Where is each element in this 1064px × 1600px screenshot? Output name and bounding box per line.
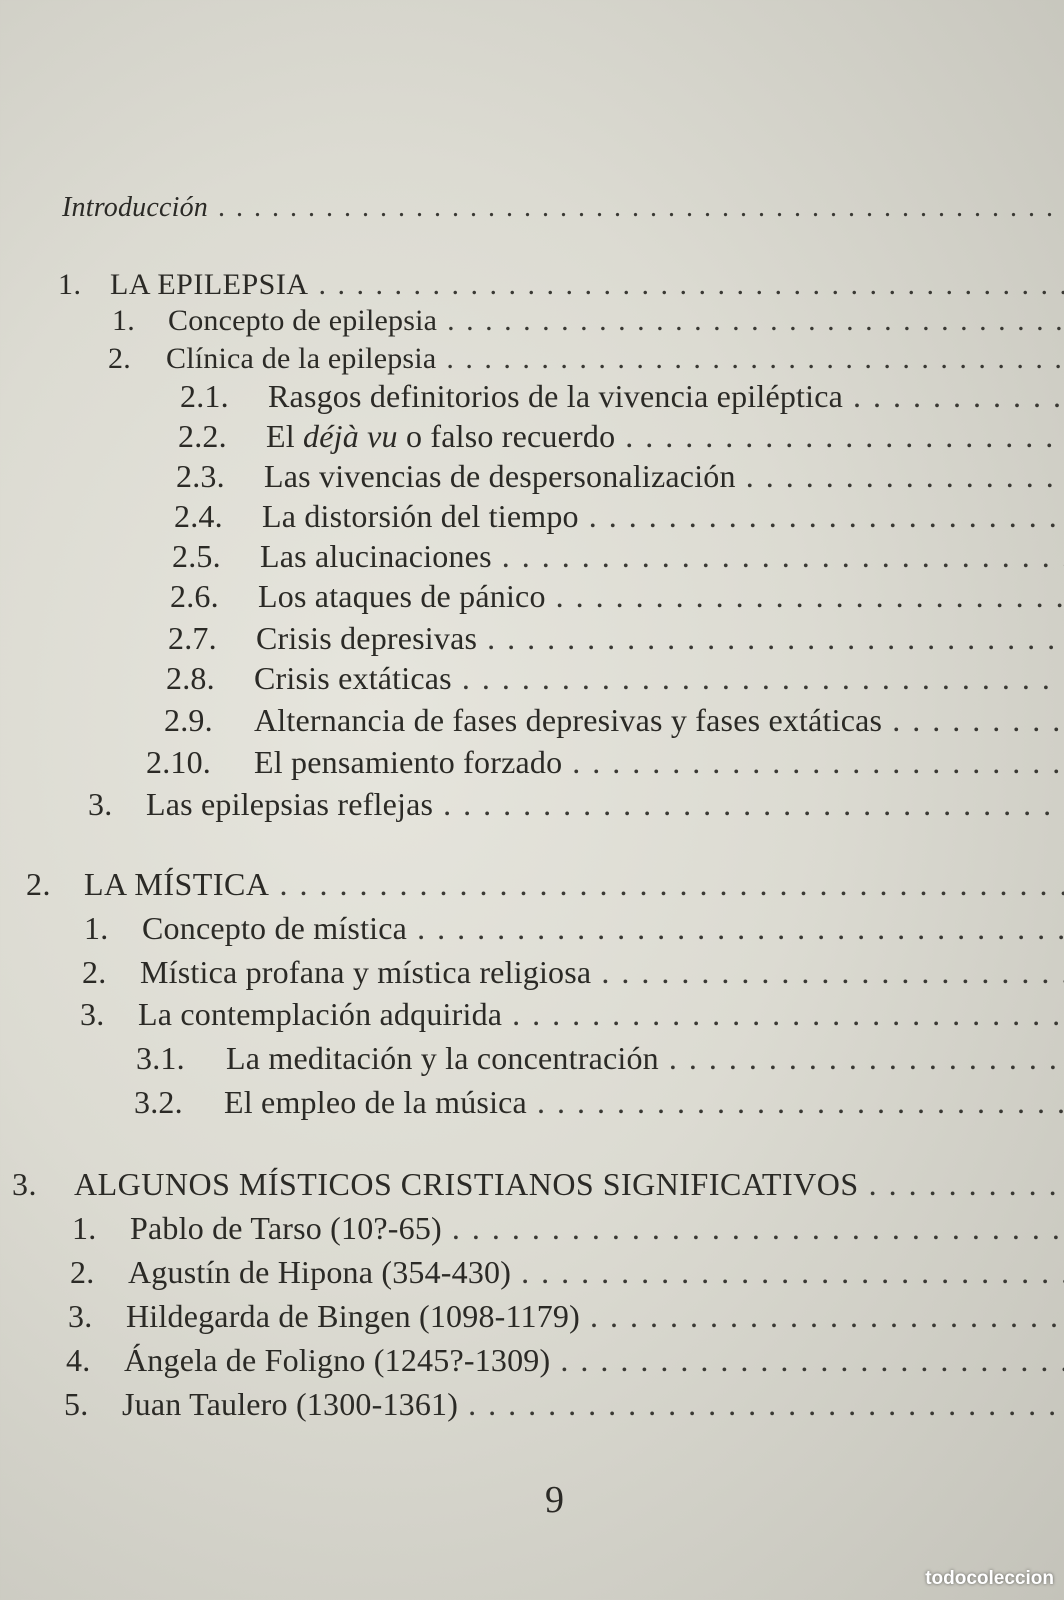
leader-dots bbox=[443, 786, 1064, 823]
section-title: Pablo de Tarso (10?-65) bbox=[130, 1210, 442, 1246]
toc-subsection bbox=[176, 458, 1064, 498]
chapter-number: 1. bbox=[58, 268, 82, 301]
section-number: 1. bbox=[72, 1210, 97, 1246]
toc-section bbox=[64, 1386, 1064, 1426]
toc-section bbox=[108, 342, 1064, 382]
section-number: 2.9. bbox=[164, 702, 213, 738]
section-title: Las epilepsias reflejas bbox=[146, 786, 434, 822]
section-title: Agustín de Hipona (354-430) bbox=[128, 1254, 512, 1290]
leader-dots bbox=[669, 1040, 1064, 1077]
toc-intro bbox=[62, 192, 1064, 232]
toc-section bbox=[80, 996, 1064, 1036]
toc-subsection bbox=[134, 1084, 1064, 1124]
section-number: 3.1. bbox=[136, 1040, 185, 1076]
leader-dots bbox=[502, 538, 1064, 575]
toc-subsection bbox=[146, 744, 1064, 784]
toc-section bbox=[84, 910, 1064, 950]
chapter-number: 2. bbox=[26, 866, 51, 902]
section-title: El pensamiento forzado bbox=[254, 744, 563, 780]
section-number: 2.1. bbox=[180, 378, 229, 414]
toc-subsection bbox=[180, 378, 1064, 418]
page-number: 9 bbox=[545, 1479, 564, 1521]
section-number: 2.7. bbox=[168, 620, 217, 656]
leader-dots bbox=[319, 268, 1064, 302]
leader-dots bbox=[446, 342, 1064, 376]
toc-subsection bbox=[178, 418, 1064, 458]
section-number: 2.2. bbox=[178, 418, 227, 454]
leader-dots bbox=[892, 702, 1064, 739]
toc-subsection bbox=[166, 660, 1064, 700]
leader-dots bbox=[556, 578, 1064, 615]
section-title bbox=[266, 418, 615, 455]
chapter-title: ALGUNOS MÍSTICOS CRISTIANOS SIGNIFICATIVOS bbox=[74, 1166, 859, 1202]
section-number: 2. bbox=[108, 342, 131, 375]
toc-intro-title: Introducción bbox=[62, 192, 208, 223]
leader-dots bbox=[512, 996, 1064, 1033]
section-title: Las alucinaciones bbox=[260, 538, 492, 574]
leader-dots bbox=[746, 458, 1064, 495]
toc-subsection bbox=[170, 578, 1064, 618]
leader-dots bbox=[462, 660, 1064, 697]
section-number: 2.3. bbox=[176, 458, 225, 494]
leader-dots bbox=[279, 866, 1064, 903]
title-text: El bbox=[266, 418, 304, 454]
section-number: 3. bbox=[68, 1298, 93, 1334]
toc-section bbox=[68, 1298, 1064, 1338]
chapter-title: LA EPILEPSIA bbox=[110, 268, 309, 301]
toc-chapter bbox=[58, 268, 1064, 308]
chapter-title: LA MÍSTICA bbox=[84, 866, 270, 902]
section-title: Rasgos definitorios de la vivencia epiléptica bbox=[268, 378, 844, 414]
section-number: 2. bbox=[70, 1254, 95, 1290]
section-title: Clínica de la epilepsia bbox=[166, 342, 437, 375]
leader-dots bbox=[521, 1254, 1064, 1291]
section-number: 2.8. bbox=[166, 660, 215, 696]
leader-dots bbox=[487, 620, 1064, 657]
leader-dots bbox=[218, 192, 1064, 224]
section-title: Las vivencias de despersonalización bbox=[264, 458, 736, 494]
section-number: 2. bbox=[82, 954, 107, 990]
toc-section bbox=[70, 1254, 1064, 1294]
section-title: El empleo de la música bbox=[224, 1084, 527, 1120]
leader-dots bbox=[452, 1210, 1064, 1247]
section-title: Juan Taulero (1300-1361) bbox=[122, 1386, 459, 1422]
leader-dots bbox=[625, 418, 1064, 455]
title-text: o falso recuerdo bbox=[397, 418, 616, 454]
toc-section bbox=[112, 304, 1064, 344]
leader-dots bbox=[447, 304, 1064, 338]
section-title: Mística profana y mística religiosa bbox=[140, 954, 592, 990]
toc-section bbox=[72, 1210, 1064, 1250]
toc-subsection bbox=[168, 620, 1064, 660]
section-number: 2.4. bbox=[174, 498, 223, 534]
section-number: 3.2. bbox=[134, 1084, 183, 1120]
section-title: Concepto de epilepsia bbox=[168, 304, 438, 337]
section-title: Los ataques de pánico bbox=[258, 578, 546, 614]
toc-chapter bbox=[12, 1166, 1064, 1206]
section-number: 1. bbox=[112, 304, 135, 337]
leader-dots bbox=[853, 378, 1064, 415]
toc-section bbox=[88, 786, 1064, 826]
toc-subsection bbox=[136, 1040, 1064, 1080]
section-number: 1. bbox=[84, 910, 109, 946]
section-title: La distorsión del tiempo bbox=[262, 498, 579, 534]
section-number: 5. bbox=[64, 1386, 89, 1422]
section-number: 2.6. bbox=[170, 578, 219, 614]
section-number: 2.5. bbox=[172, 538, 221, 574]
leader-dots bbox=[589, 498, 1064, 535]
leader-dots bbox=[468, 1386, 1064, 1423]
section-title: La meditación y la concentración bbox=[226, 1040, 659, 1076]
section-title: Crisis extáticas bbox=[254, 660, 452, 696]
leader-dots bbox=[560, 1342, 1064, 1379]
section-number: 3. bbox=[88, 786, 113, 822]
leader-dots bbox=[601, 954, 1064, 991]
section-title: Concepto de mística bbox=[142, 910, 408, 946]
leader-dots bbox=[417, 910, 1064, 947]
title-italic-text: déjà vu bbox=[303, 418, 398, 454]
leader-dots bbox=[572, 744, 1064, 781]
toc-section bbox=[66, 1342, 1064, 1382]
section-number: 2.10. bbox=[146, 744, 211, 780]
toc-chapter bbox=[26, 866, 1064, 906]
section-number: 4. bbox=[66, 1342, 91, 1378]
leader-dots bbox=[869, 1166, 1064, 1203]
toc-section bbox=[82, 954, 1064, 994]
toc-subsection bbox=[174, 498, 1064, 538]
site-watermark: todocoleccion bbox=[925, 1568, 1054, 1589]
section-title: Crisis depresivas bbox=[256, 620, 478, 656]
leader-dots bbox=[590, 1298, 1064, 1335]
toc-subsection bbox=[172, 538, 1064, 578]
section-title: Ángela de Foligno (1245?-1309) bbox=[124, 1342, 551, 1378]
section-title: Alternancia de fases depresivas y fases extáticas bbox=[254, 702, 883, 738]
toc-subsection bbox=[164, 702, 1064, 742]
leader-dots bbox=[537, 1084, 1064, 1121]
section-title: Hildegarda de Bingen (1098-1179) bbox=[126, 1298, 580, 1334]
section-number: 3. bbox=[80, 996, 105, 1032]
section-title: La contemplación adquirida bbox=[138, 996, 503, 1032]
chapter-number: 3. bbox=[12, 1166, 37, 1202]
